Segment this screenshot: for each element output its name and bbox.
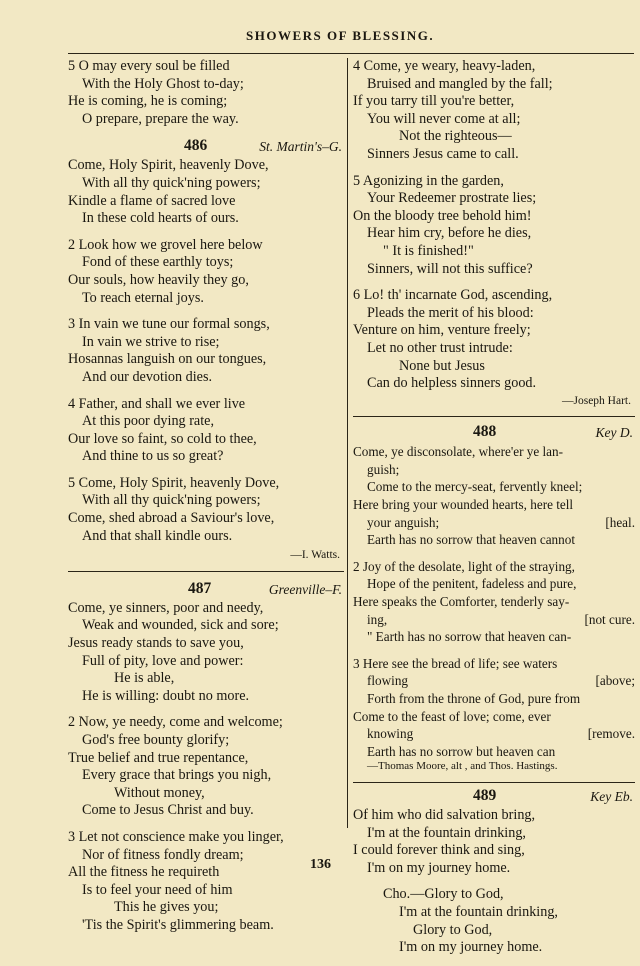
verse-line: Come to the mercy-seat, fervently kneel; xyxy=(367,479,583,495)
verse-488-1 xyxy=(353,443,635,549)
verse-line: 2 Now, ye needy, come and welcome; xyxy=(68,714,283,731)
tune-name: Key Eb. xyxy=(590,788,633,804)
hymn-number: 489 xyxy=(473,786,497,804)
verse-487-2 xyxy=(68,714,344,820)
verse-line: I'm on my journey home. xyxy=(367,859,511,876)
verse-line: With all thy quick'ning powers; xyxy=(82,492,261,509)
verse-line: Come, shed abroad a Saviour's love, xyxy=(68,510,275,527)
column-divider xyxy=(347,58,348,828)
verse-486-4 xyxy=(68,396,344,466)
verse-line: Come, ye disconsolate, where'er ye lan- xyxy=(353,444,564,460)
verse-line: Come to the feast of love; come, ever xyxy=(353,708,551,724)
verse-line: knowing xyxy=(367,726,414,742)
verse-line: He is willing: doubt no more. xyxy=(82,687,250,704)
verse-line: Our souls, how heavily they go, xyxy=(68,271,249,288)
verse-line: I could forever think and sing, xyxy=(353,842,525,859)
verse-line: 4 Father, and shall we ever live xyxy=(68,395,246,412)
verse-line: God's free bounty glorify; xyxy=(82,732,230,748)
verse-line: ing, xyxy=(367,611,388,627)
header-rule xyxy=(68,53,634,54)
verse-486-5 xyxy=(68,475,344,545)
verse-line: On the bloody tree behold him! xyxy=(353,207,532,224)
verse-line: Come, Holy Spirit, heavenly Dove, xyxy=(68,157,269,174)
tune-name: St. Martin's–G. xyxy=(259,139,342,155)
verse-line: 3 Here see the bread of life; see waters xyxy=(353,655,558,671)
verse-line: In these cold hearts of ours. xyxy=(82,210,239,227)
hymn-author: —Joseph Hart. xyxy=(562,394,631,407)
verse-line: And thine to us so great? xyxy=(82,448,224,465)
verse-line-split xyxy=(353,672,635,690)
hymn-489-heading xyxy=(353,787,635,807)
verse-line: flowing xyxy=(367,673,409,689)
verse-line: And that shall kindle ours. xyxy=(82,527,233,544)
verse-485-5 xyxy=(68,58,344,128)
verse-line: I'm on my journey home. xyxy=(399,939,543,956)
verse-line: Kindle a flame of sacred love xyxy=(68,192,236,209)
page-number: 136 xyxy=(310,857,331,872)
verse-489-1 xyxy=(353,807,635,877)
verse-line: In vain we strive to rise; xyxy=(82,333,220,350)
verse-line: your anguish; xyxy=(367,514,440,530)
verse-488-3 xyxy=(353,655,635,761)
hymn-separator xyxy=(353,782,635,783)
verse-line: You will never come at all; xyxy=(367,110,521,127)
verse-line-overflow: [remove. xyxy=(587,726,635,742)
tune-name: Key D. xyxy=(595,425,633,441)
hymn-number: 488 xyxy=(473,423,497,441)
verse-487-4 xyxy=(353,58,635,164)
verse-line: None but Jesus xyxy=(399,357,485,374)
verse-line: He is coming, he is coming; xyxy=(68,93,228,110)
verse-line: Our love so faint, so cold to thee, xyxy=(68,430,257,447)
hymn-separator xyxy=(68,571,344,572)
verse-line: 3 In vain we tune our formal songs, xyxy=(68,316,270,333)
verse-line: Your Redeemer prostrate lies; xyxy=(367,190,537,207)
verse-line: 2 Look how we grovel here below xyxy=(68,236,263,253)
verse-487-1 xyxy=(68,600,344,706)
verse-line: 6 Lo! th' incarnate God, ascending, xyxy=(353,287,553,304)
verse-line: To reach eternal joys. xyxy=(82,289,204,306)
verse-line: Forth from the throne of God, pure from xyxy=(367,691,581,706)
verse-488-2 xyxy=(353,558,635,646)
verse-line: Not the righteous— xyxy=(399,128,512,145)
verse-line: With all thy quick'ning powers; xyxy=(82,174,261,191)
verse-line: I'm at the fountain drinking, xyxy=(367,824,526,841)
verse-line: Come, ye sinners, poor and needy, xyxy=(68,599,264,616)
hymn-486-heading xyxy=(68,137,344,157)
hymn-number: 487 xyxy=(188,579,212,597)
verse-line: Come to Jesus Christ and buy. xyxy=(82,802,254,819)
verse-line: I'm at the fountain drinking, xyxy=(399,903,558,920)
verse-line: Let no other trust intrude: xyxy=(367,339,513,356)
verse-line: guish; xyxy=(367,461,400,477)
verse-line-split xyxy=(353,611,635,629)
verse-line-split xyxy=(353,725,635,743)
verse-line: Sinners, will not this suffice? xyxy=(367,260,533,277)
verse-line: Here bring your wounded hearts, here tell xyxy=(353,497,574,513)
verse-line-overflow: [heal. xyxy=(605,514,635,530)
verse-line: Without money, xyxy=(114,784,205,801)
hymn-separator xyxy=(353,416,635,417)
hymn-author: —Thomas Moore, alt , and Thos. Hastings. xyxy=(367,760,558,773)
verse-486-3 xyxy=(68,316,344,386)
verse-line: 4 Come, ye weary, heavy-laden, xyxy=(353,58,536,74)
verse-line: " Earth has no sorrow that heaven can- xyxy=(367,629,572,645)
verse-line: With the Holy Ghost to-day; xyxy=(82,75,244,92)
verse-line: Pleads the merit of his blood: xyxy=(367,304,534,321)
verse-line: Weak and wounded, sick and sore; xyxy=(82,617,279,634)
verse-line-overflow: [above; xyxy=(595,673,635,689)
verse-line: Bruised and mangled by the fall; xyxy=(367,75,553,92)
verse-line: 5 O may every soul be filled xyxy=(68,58,230,74)
verse-line: 5 Come, Holy Spirit, heavenly Dove, xyxy=(68,474,280,491)
verse-line: He is able, xyxy=(114,670,175,687)
verse-line: 'Tis the Spirit's glimmering beam. xyxy=(82,916,274,933)
verse-line: Hear him cry, before he dies, xyxy=(367,225,532,242)
verse-line: Here speaks the Comforter, tenderly say- xyxy=(353,594,570,610)
right-column xyxy=(353,58,635,966)
verse-line: " It is finished!" xyxy=(383,242,474,259)
verse-line: Glory to God, xyxy=(413,921,493,938)
hymn-author: —I. Watts. xyxy=(290,549,340,562)
verse-487-5 xyxy=(353,173,635,279)
verse-line: Earth has no sorrow that heaven cannot xyxy=(367,532,575,548)
verse-line: 2 Joy of the desolate, light of the straying, xyxy=(353,558,575,574)
hymn-488-heading xyxy=(353,423,635,443)
hymn-number: 486 xyxy=(184,137,208,155)
verse-line: And our devotion dies. xyxy=(82,368,213,385)
running-header xyxy=(0,28,640,48)
chorus-489 xyxy=(353,886,635,956)
verse-line: 3 Let not conscience make you linger, xyxy=(68,828,284,845)
verse-line-overflow: [not cure. xyxy=(584,611,635,627)
tune-name: Greenville–F. xyxy=(268,581,342,597)
verse-line: Can do helpless sinners good. xyxy=(367,375,537,392)
verse-line: Fond of these earthly toys; xyxy=(82,254,234,271)
verse-487-6 xyxy=(353,287,635,393)
verse-line: 5 Agonizing in the garden, xyxy=(353,172,504,189)
verse-487-3 xyxy=(68,829,344,935)
verse-line: Full of pity, love and power: xyxy=(82,652,244,669)
verse-486-1 xyxy=(68,157,344,227)
left-column xyxy=(68,58,344,944)
verse-line: Hope of the penitent, fadeless and pure, xyxy=(367,576,577,592)
verse-line: All the fitness he requireth xyxy=(68,864,220,881)
verse-line: At this poor dying rate, xyxy=(82,413,215,430)
verse-line: If you tarry till you're better, xyxy=(353,93,515,110)
verse-line: Every grace that brings you nigh, xyxy=(82,767,272,784)
verse-line: Sinners Jesus came to call. xyxy=(367,145,519,162)
verse-line: Venture on him, venture freely; xyxy=(353,322,531,339)
hymn-487-heading xyxy=(68,580,344,600)
verse-line: Nor of fitness fondly dream; xyxy=(82,846,244,863)
page-header-title: SHOWERS OF BLESSING. xyxy=(246,28,435,43)
verse-line-split xyxy=(353,514,635,532)
verse-line: O prepare, prepare the way. xyxy=(82,110,239,127)
verse-line: This he gives you; xyxy=(114,899,219,916)
verse-line: Cho.—Glory to God, xyxy=(383,886,504,903)
verse-line: Jesus ready stands to save you, xyxy=(68,635,244,652)
verse-line: Is to feel your need of him xyxy=(82,881,233,898)
verse-line: Of him who did salvation bring, xyxy=(353,806,536,823)
verse-line: True belief and true repentance, xyxy=(68,749,249,766)
verse-line: Earth has no sorrow but heaven can xyxy=(367,743,556,759)
verse-486-2 xyxy=(68,237,344,307)
verse-line: Hosannas languish on our tongues, xyxy=(68,351,267,368)
